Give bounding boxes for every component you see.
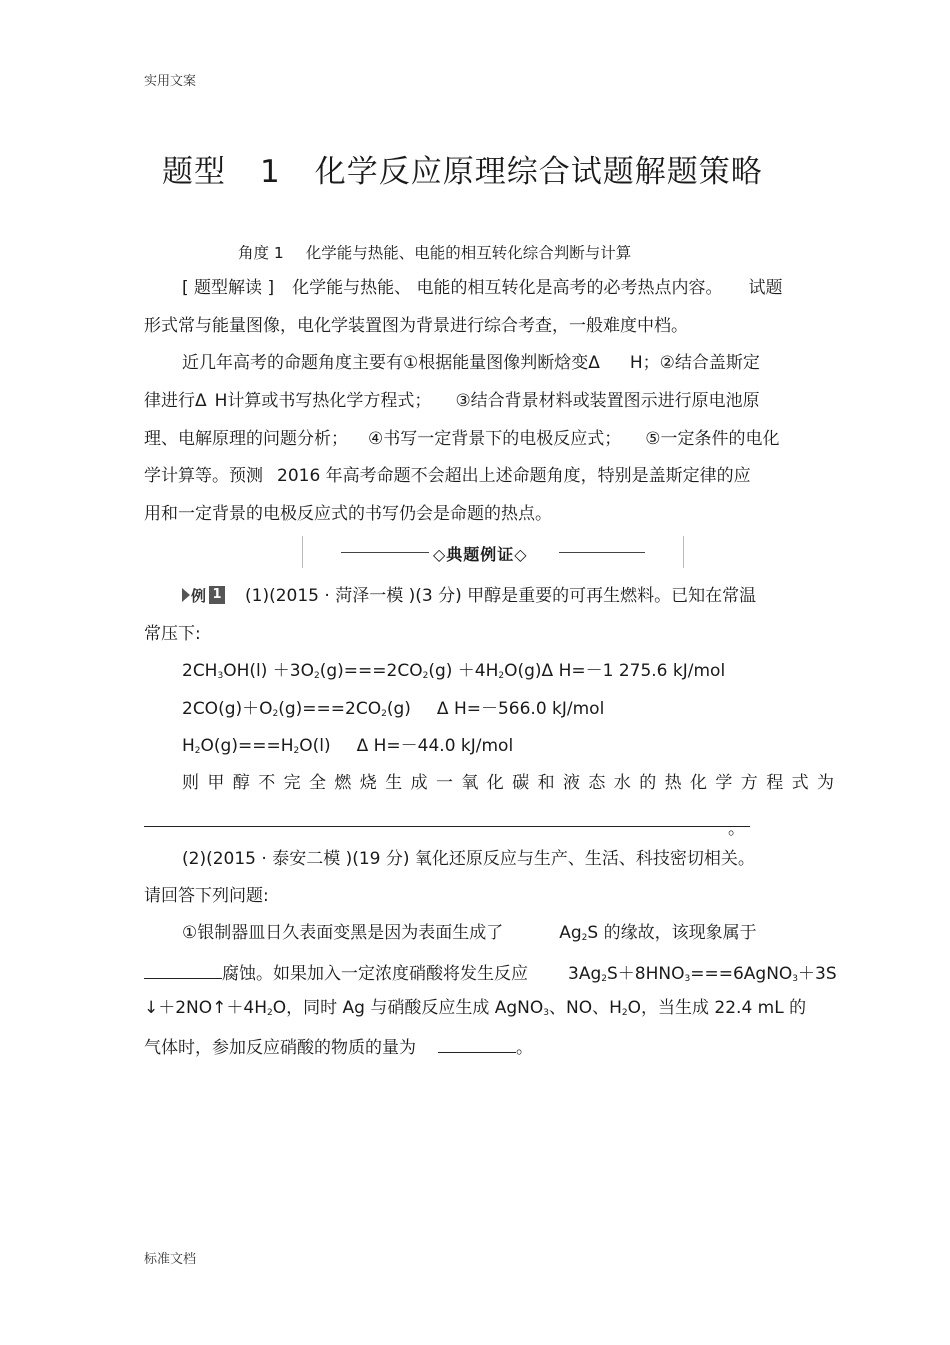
question-2-line-4: 腐蚀。如果加入一定浓度硝酸将发生反应 $3Ag_2S+8HNO_3===6AgNO_3+3S$ bbox=[144, 960, 837, 990]
answer-blank-3[interactable] bbox=[438, 1034, 516, 1053]
section-subtitle bbox=[238, 241, 631, 263]
title-num: 1 bbox=[260, 154, 281, 190]
banner-rule-left bbox=[341, 552, 429, 553]
banner-title: ◇典题例证◇ bbox=[433, 545, 528, 564]
intro-line-1: [ 题型解读 ] 化学能与热能、 电能的相互转化是高考的必考热点内容。 试题 bbox=[182, 278, 783, 298]
answer-blank-1[interactable] bbox=[144, 826, 750, 827]
example-badge: 例 1 bbox=[182, 585, 226, 605]
question-1-prompt: 则甲醇不完全燃烧生成一氧化碳和液态水的热化学方程式为 bbox=[182, 773, 843, 793]
answer-blank-2[interactable] bbox=[144, 960, 222, 979]
equation-2: $2CO(g)+O_2(g)===2CO_2(g)$ Δ H=－566.0 kJ/mol bbox=[182, 699, 605, 719]
equation-3: $H_2O(g)===H_2O(l)$ Δ H=－44.0 kJ/mol bbox=[182, 736, 514, 756]
question-1-line-1: (1)(2015 · 菏泽一模 )(3 分) 甲醇是重要的可再生燃料。已知在常温 bbox=[245, 586, 757, 606]
intro-line-4: 律进行Δ H计算或书写热化学方程式； ③结合背景材料或装置图示进行原电池原 bbox=[144, 391, 760, 411]
equation-1: $2CH_3OH(l) +3O_2(g)===2CO_2(g) +4H_2O(g)\Delta$ H=－1 275.6 kJ/mol bbox=[182, 661, 726, 681]
answer-blank-1-end: 。 bbox=[728, 819, 745, 839]
intro-line-3: 近几年高考的命题角度主要有①根据能量图像判断焓变Δ H；②结合盖斯定 bbox=[182, 353, 760, 373]
question-2-line-2: 请回答下列问题: bbox=[144, 886, 269, 906]
question-2-line-1: (2)(2015 · 泰安二模 )(19 分) 氧化还原反应与生产、生活、科技密切相关。 bbox=[182, 849, 755, 869]
question-1-line-2: 常压下: bbox=[144, 624, 201, 644]
subtitle-label: 角度 1 bbox=[238, 244, 284, 262]
banner-rule-right bbox=[559, 552, 645, 553]
question-2-line-6: 气体时，参加反应硝酸的物质的量为 。 bbox=[144, 1034, 533, 1059]
subtitle-text: 化学能与热能、电能的相互转化综合判断与计算 bbox=[305, 244, 632, 262]
question-2-line-5: $↓+2NO↑+4H_2O$，同时 Ag 与硝酸反应生成 AgNO$_3$、NO、$H_2O$，当生成 22.4 mL 的 bbox=[144, 998, 807, 1018]
intro-tag: [ 题型解读 ] bbox=[182, 278, 275, 298]
question-2-line-3: ①银制器皿日久表面变黑是因为表面生成了 $Ag_2S$ 的缘故，该现象属于 bbox=[182, 923, 757, 943]
page-footer: 标准文档 bbox=[144, 1252, 197, 1267]
intro-line-5: 理、电解原理的问题分析； ④书写一定背景下的电极反应式； ⑤一定条件的电化 bbox=[144, 429, 780, 449]
intro-line-2: 形式常与能量图像，电化学装置图为背景进行综合考查，一般难度中档。 bbox=[144, 316, 688, 336]
title-part2: 化学反应原理综合试题解题策略 bbox=[314, 154, 763, 190]
triangle-icon bbox=[182, 588, 190, 602]
page-header: 实用文案 bbox=[144, 74, 197, 89]
intro-line-6: 学计算等。预测 2016 年高考命题不会超出上述命题角度，特别是盖斯定律的应 bbox=[144, 466, 751, 486]
page-title bbox=[162, 146, 763, 191]
intro-line-7: 用和一定背景的电极反应式的书写仍会是命题的热点。 bbox=[144, 504, 552, 524]
title-part1: 题型 bbox=[162, 154, 226, 190]
